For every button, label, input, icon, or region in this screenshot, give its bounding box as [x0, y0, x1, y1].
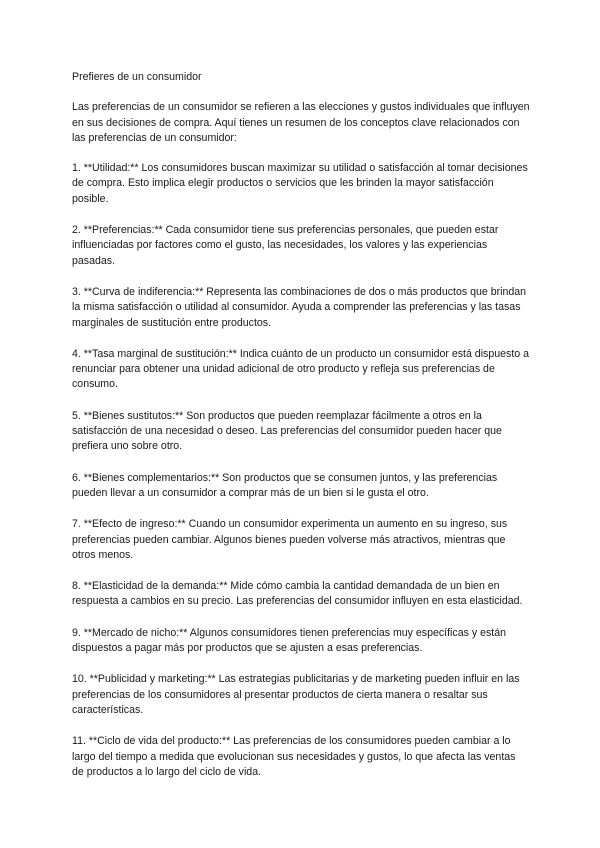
- concept-item-elasticidad: 8. **Elasticidad de la demanda:** Mide cómo cambia la cantidad demandada de un bien en respuesta a cambios en su precio. Las preferencias del consumidor influyen en esta elasticidad.: [72, 580, 523, 608]
- concept-item-preferencias: 2. **Preferencias:** Cada consumidor tiene sus preferencias personales, que pueden estar influenciadas por factores como el gusto, las necesidades, los valores y las experiencias pasadas.: [72, 224, 499, 267]
- document-title: Prefieres de un consumidor: [72, 71, 202, 83]
- concept-item-mercado-de-nicho: 9. **Mercado de nicho:** Algunos consumidores tienen preferencias muy específicas y están dispuestos a pagar más por productos que se ajusten a esas preferencias.: [72, 626, 506, 655]
- concept-item-efecto-de-ingreso: 7. **Efecto de ingreso:** Cuando un consumidor experimenta un aumento en su ingreso, sus preferencias pueden cambiar. Algunos bienes pueden volverse más atractivos, mientras que otros menos.: [72, 518, 508, 561]
- document-body: [72, 70, 530, 796]
- concept-item-ciclo-de-vida: 11. **Ciclo de vida del producto:** Las preferencias de los consumidores pueden cambiar a lo largo del tiempo a medida que evolucionan sus necesidades y gustos, lo que afecta las ventas de productos a lo largo del ciclo de vida.: [72, 735, 516, 778]
- concept-item-curva-de-indiferencia: 3. **Curva de indiferencia:** Representa las combinaciones de dos o más productos que brindan la misma satisfacción o utilidad al consumidor. Ayuda a comprender las preferencias y las tasas marginales de sustitución entre productos.: [72, 285, 527, 329]
- concept-item-utilidad: 1. **Utilidad:** Los consumidores buscan maximizar su utilidad o satisfacción al tomar decisiones de compra. Esto implica elegir productos o servicios que les brinden la mayor satisfacción posible.: [72, 162, 528, 205]
- concept-item-bienes-sustitutos: 5. **Bienes sustitutos:** Son productos que pueden reemplazar fácilmente a otros en la satisfacción de una necesidad o deseo. Las preferencias del consumidor pueden hacer que prefiera uno sobre otro.: [72, 409, 502, 453]
- concept-item-bienes-complementarios: 6. **Bienes complementarios:** Son productos que se consumen juntos, y las preferencias pueden llevar a un consumidor a comprar más de un bien si le gusta el otro.: [72, 471, 498, 499]
- concept-item-publicidad: 10. **Publicidad y marketing:** Las estrategias publicitarias y de marketing pueden influir en las preferencias de los consumidores al presentar productos de cierta manera o resaltar sus características.: [72, 673, 520, 716]
- intro-paragraph: Las preferencias de un consumidor se refieren a las elecciones y gustos individuales que influyen en sus decisiones de compra. Aquí tienes un resumen de los conceptos clave relacionados con las preferencias de un consumidor:: [72, 101, 530, 144]
- concept-item-tasa-marginal: 4. **Tasa marginal de sustitución:** Indica cuánto de un producto un consumidor está dispuesto a renunciar para obtener una unidad adicional de otro producto y refleja sus preferencias de consumo.: [72, 347, 529, 391]
- concept-list: [72, 161, 530, 780]
